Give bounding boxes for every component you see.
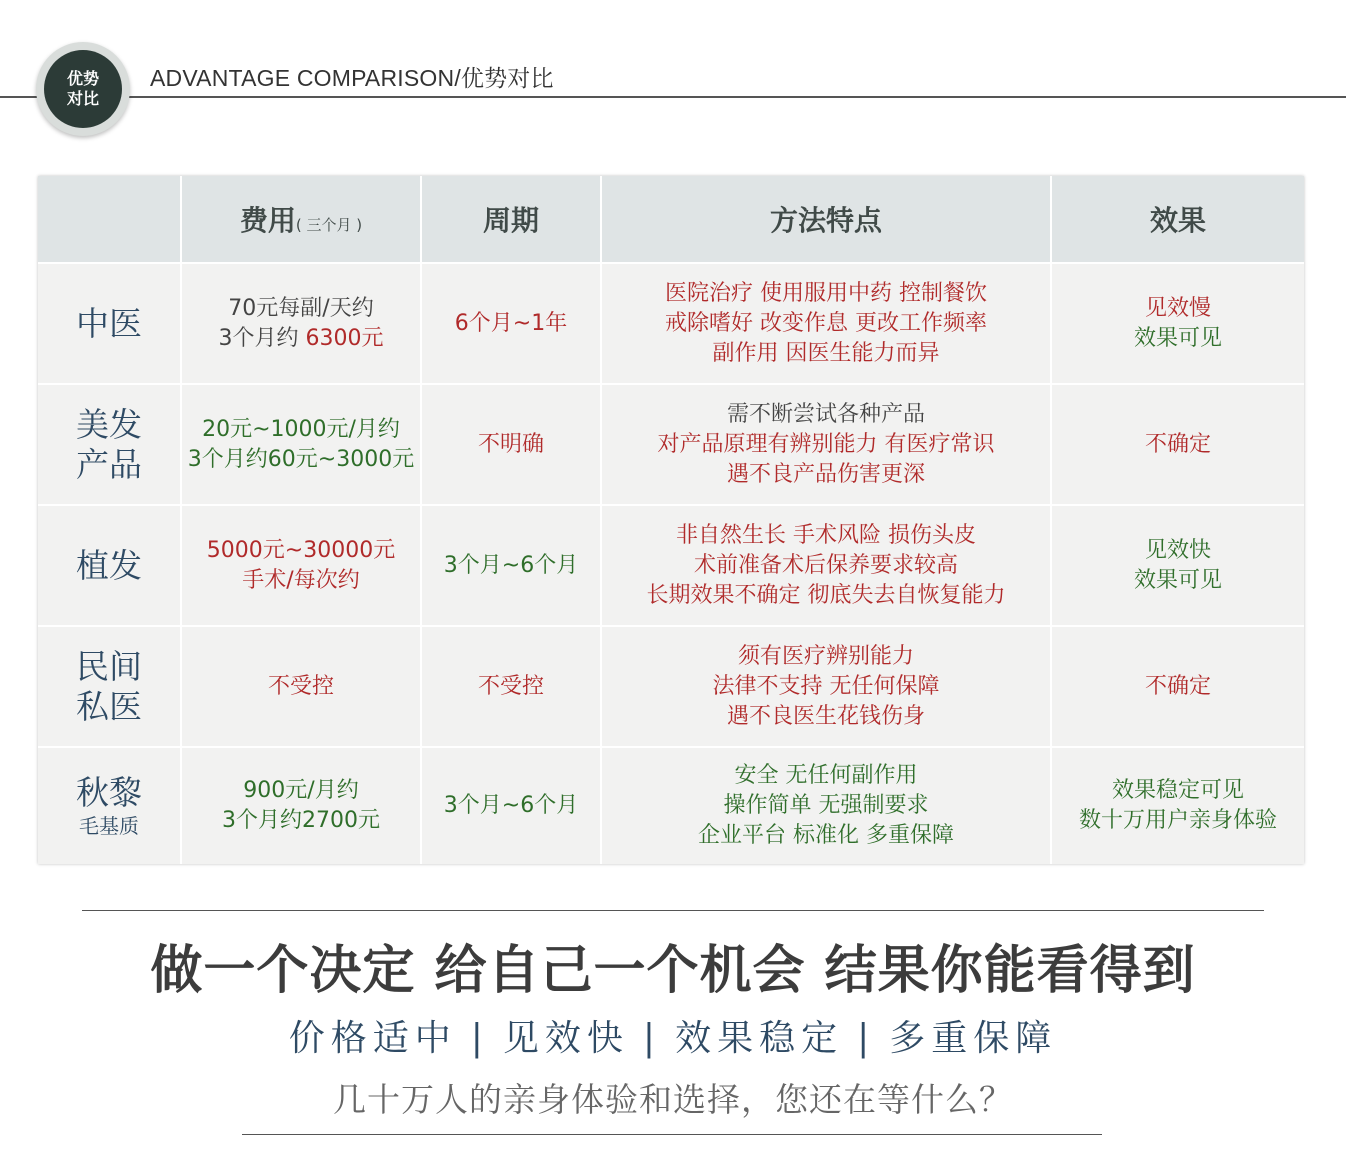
footer-rule-top — [82, 910, 1264, 911]
table-row-qiuli — [38, 748, 1304, 864]
effect-cell — [1052, 264, 1304, 383]
method-line: 遇不良产品伤害更深 — [726, 461, 925, 487]
header-corner-cell — [38, 176, 180, 262]
method-line: 企业平台 标准化 多重保障 — [698, 823, 954, 848]
cost-cell — [182, 506, 420, 625]
feature-divider: | — [470, 1018, 489, 1059]
effect-line: 见效快 — [1144, 537, 1211, 563]
row-name-sub: 毛基质 — [79, 814, 139, 838]
method-line: 需不断尝试各种产品 — [726, 401, 925, 427]
feature-item: 多重保障 — [889, 1018, 1058, 1059]
cost-cell — [182, 385, 420, 504]
footer-rule-bottom — [242, 1134, 1102, 1135]
feature-item: 效果稳定 — [675, 1018, 844, 1059]
effect-cell — [1052, 748, 1304, 864]
header-effect-label: 效果 — [1149, 204, 1206, 237]
row-name-cell — [38, 748, 180, 864]
method-cell — [602, 627, 1050, 746]
header-effect — [1052, 176, 1304, 262]
method-line: 戒除嗜好 改变作息 更改工作频率 — [665, 310, 987, 336]
row-name: 中医 — [76, 303, 142, 343]
effect-line: 效果稳定可见 — [1111, 778, 1244, 803]
row-name-cell — [38, 385, 180, 504]
cost-line: 70元每副/天约 — [228, 295, 374, 321]
cost-cell — [182, 748, 420, 864]
period-cell — [422, 627, 600, 746]
cost-line: 手术/每次约 — [242, 567, 360, 593]
feature-divider: | — [857, 1018, 876, 1059]
feature-list — [0, 1010, 1346, 1061]
header-method — [602, 176, 1050, 262]
badge-label: 优势 对比 — [44, 50, 122, 128]
header-cost-label: 费用 — [239, 204, 296, 237]
effect-cell — [1052, 506, 1304, 625]
period-value: 3个月~6个月 — [443, 552, 579, 578]
table-row-hair-products — [38, 385, 1304, 504]
row-name: 民间 私医 — [76, 646, 142, 726]
tagline: 几十万人的亲身体验和选择，您还在等什么？ — [333, 1080, 1013, 1119]
period-cell — [422, 385, 600, 504]
header-cost — [182, 176, 420, 262]
method-line: 须有医疗辨别能力 — [737, 643, 914, 669]
method-line: 遇不良医生花钱伤身 — [726, 703, 925, 729]
method-line: 对产品原理有辨别能力 有医疗常识 — [657, 431, 995, 457]
cost-line-prefix: 3个月约 — [218, 325, 306, 351]
method-line: 术前准备术后保养要求较高 — [693, 552, 958, 578]
cost-line-value: 6300元 — [305, 325, 384, 351]
slogan: 做一个决定 给自己一个机会 结果你能看得到 — [150, 941, 1196, 1001]
effect-line: 见效慢 — [1144, 295, 1211, 321]
advantage-badge — [36, 42, 130, 136]
method-line: 副作用 因医生能力而异 — [712, 340, 940, 366]
period-value: 6个月~1年 — [454, 310, 568, 336]
table-row-hair-transplant — [38, 506, 1304, 625]
cost-cell — [182, 264, 420, 383]
feature-item: 见效快 — [502, 1018, 629, 1059]
header-cost-sub: ( 三个月 ) — [295, 216, 363, 234]
method-cell — [602, 385, 1050, 504]
table-row-folk-doctor — [38, 627, 1304, 746]
period-value: 3个月~6个月 — [443, 793, 579, 818]
effect-cell — [1052, 385, 1304, 504]
period-cell — [422, 264, 600, 383]
cost-line: 20元~1000元/月约 — [202, 416, 400, 442]
cost-line: 不受控 — [267, 673, 334, 699]
method-cell — [602, 748, 1050, 864]
effect-line: 数十万用户亲身体验 — [1078, 808, 1277, 833]
header-period — [422, 176, 600, 262]
method-line: 操作简单 无强制要求 — [723, 793, 929, 818]
period-value: 不受控 — [477, 673, 544, 699]
period-cell — [422, 748, 600, 864]
header-period-label: 周期 — [482, 204, 539, 237]
row-name: 美发 产品 — [76, 404, 142, 484]
cost-cell — [182, 627, 420, 746]
effect-line: 不确定 — [1144, 673, 1211, 699]
cost-line: 900元/月约 — [243, 778, 359, 803]
period-cell — [422, 506, 600, 625]
cost-line: 5000元~30000元 — [206, 537, 396, 563]
effect-cell — [1052, 627, 1304, 746]
comparison-table — [38, 176, 1304, 864]
feature-divider: | — [642, 1018, 662, 1059]
header-method-label: 方法特点 — [769, 204, 882, 237]
row-name: 植发 — [76, 545, 142, 585]
method-line: 非自然生长 手术风险 损伤头皮 — [676, 522, 976, 548]
method-line: 长期效果不确定 彻底失去自恢复能力 — [646, 582, 1006, 608]
effect-line: 不确定 — [1144, 431, 1211, 457]
method-cell — [602, 264, 1050, 383]
page-title: ADVANTAGE COMPARISON/优势对比 — [150, 65, 554, 91]
cost-line: 3个月约2700元 — [222, 808, 380, 833]
header-rule — [0, 96, 1346, 98]
row-name-cell — [38, 627, 180, 746]
row-name: 秋黎 — [76, 773, 142, 812]
row-name-cell — [38, 264, 180, 383]
method-line: 安全 无任何副作用 — [734, 763, 918, 788]
table-header-row — [38, 176, 1304, 262]
period-value: 不明确 — [477, 431, 544, 457]
row-name-cell — [38, 506, 180, 625]
method-line: 医院治疗 使用服用中药 控制餐饮 — [665, 280, 987, 306]
cost-line: 3个月约60元~3000元 — [187, 446, 415, 472]
effect-line: 效果可见 — [1133, 325, 1222, 351]
table-row-tcm — [38, 264, 1304, 383]
feature-item: 价格适中 — [288, 1018, 457, 1059]
method-cell — [602, 506, 1050, 625]
effect-line: 效果可见 — [1133, 567, 1222, 593]
method-line: 法律不支持 无任何保障 — [712, 673, 940, 699]
